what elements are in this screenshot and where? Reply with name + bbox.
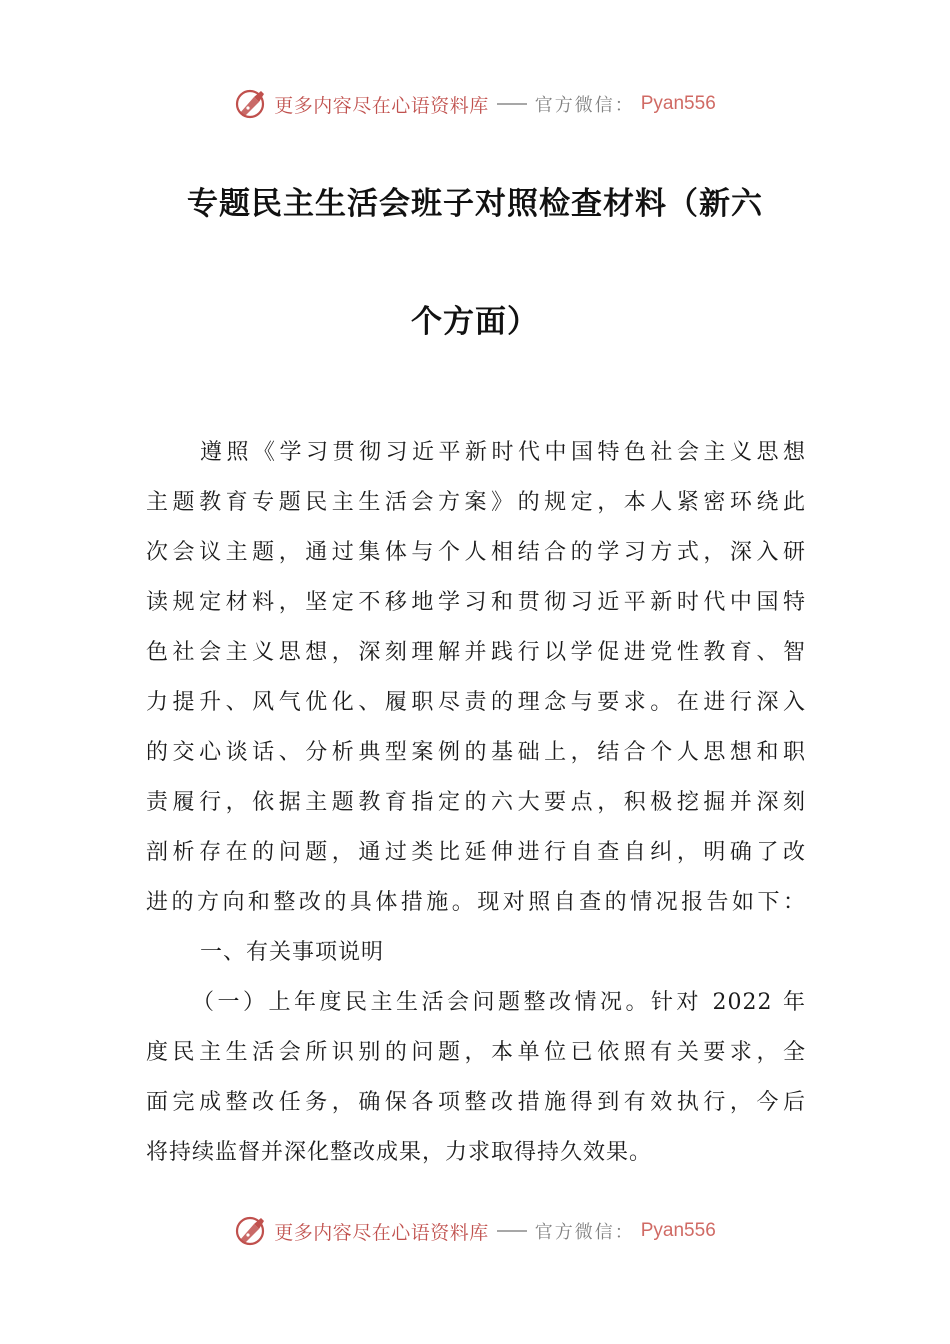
paragraph-line: 次会议主题，通过集体与个人相结合的学习方式，深入研: [146, 540, 806, 565]
paragraph-line: 进的方向和整改的具体措施。现对照自查的情况报告如下：: [146, 890, 806, 915]
paragraph-line: （一）上年度民主生活会问题整改情况。针对 2022 年: [192, 990, 806, 1015]
watermark-wechat-label: 官方微信：: [534, 1222, 635, 1243]
pen-nib-logo-icon: [234, 87, 268, 121]
paragraph-line: 度民主生活会所识别的问题，本单位已依照有关要求，全: [146, 1040, 806, 1065]
paragraph-line: 剖析存在的问题，通过类比延伸进行自查自纠，明确了改: [146, 840, 806, 865]
pen-nib-logo-icon: [234, 1214, 268, 1248]
watermark-wechat-id: Pyan556: [640, 1220, 716, 1241]
paragraph-line: 面完成整改任务，确保各项整改措施得到有效执行，今后: [146, 1090, 806, 1115]
paragraph-line: 色社会主义思想，深刻理解并践行以学促进党性教育、智: [146, 640, 806, 665]
paragraph-line: 的交心谈话、分析典型案例的基础上，结合个人思想和职: [146, 740, 806, 765]
section-heading: 一、有关事项说明: [200, 940, 385, 965]
watermark-wechat-label: 官方微信：: [534, 95, 635, 116]
watermark-brand-text: 更多内容尽在心语资料库: [274, 1221, 489, 1244]
paragraph-line: 主题教育专题民主生活会方案》的规定，本人紧密环绕此: [146, 490, 806, 515]
watermark-dash: [497, 1230, 527, 1232]
paragraph-line: 将持续监督并深化整改成果，力求取得持久效果。: [146, 1140, 653, 1165]
watermark-dash: [497, 103, 527, 105]
paragraph-line: 遵照《学习贯彻习近平新时代中国特色社会主义思想: [200, 440, 806, 465]
watermark-wechat-id: Pyan556: [640, 93, 716, 114]
paragraph-line: 责履行，依据主题教育指定的六大要点，积极挖掘并深刻: [146, 790, 806, 815]
document-body: [146, 428, 806, 1178]
header-watermark: [0, 84, 950, 124]
footer-watermark: [0, 1211, 950, 1251]
paragraph-line: 读规定材料，坚定不移地学习和贯彻习近平新时代中国特: [146, 590, 806, 615]
document-title-line-1: 专题民主生活会班子对照检查材料（新六: [187, 186, 763, 222]
paragraph-line: 力提升、风气优化、履职尽责的理念与要求。在进行深入: [146, 690, 806, 715]
document-title-line-2: 个方面）: [411, 304, 539, 340]
watermark-brand-text: 更多内容尽在心语资料库: [274, 94, 489, 117]
